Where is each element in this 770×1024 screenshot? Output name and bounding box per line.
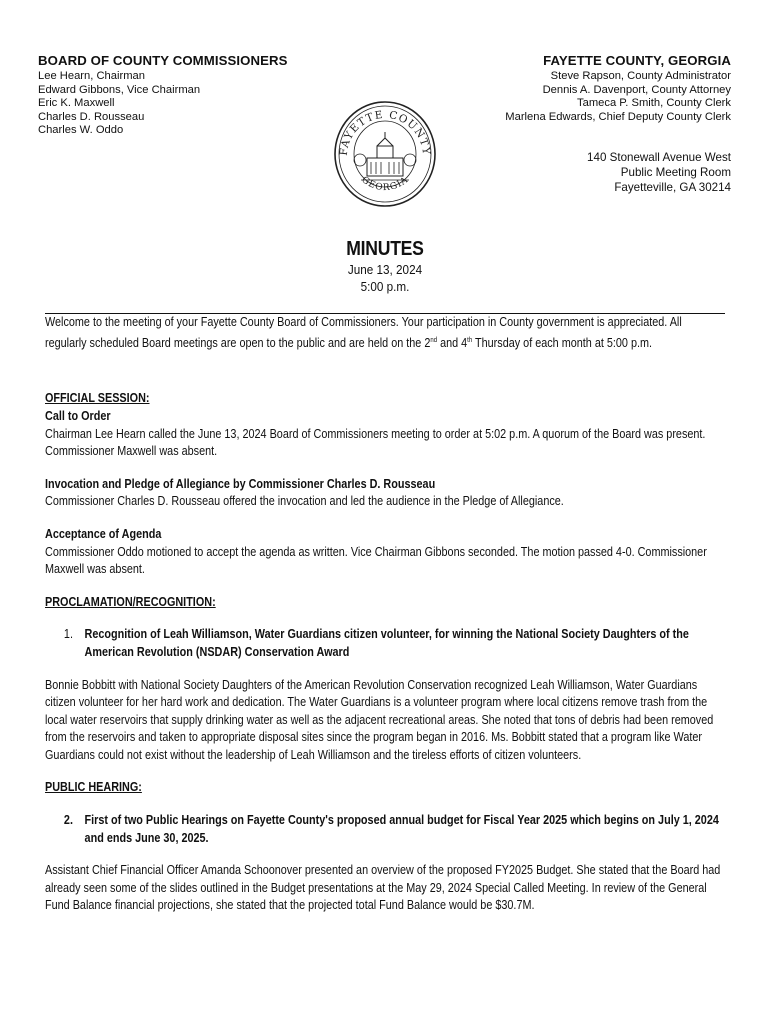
staff-name: Marlena Edwards, Chief Deputy County Clerk [505, 110, 731, 123]
staff-name: Tameca P. Smith, County Clerk [577, 97, 731, 110]
staff-name: Dennis A. Davenport, County Attorney [542, 83, 731, 96]
item-title: First of two Public Hearings on Fayette County's proposed annual budget for Fiscal Year 2025 which begins on July 1, 2024 and ends June 30, 2025. [84, 813, 719, 845]
item-title: Recognition of Leah Williamson, Water Guardians citizen volunteer, for winning the National Society Daughters of the American Revolution (NSDAR) Conservation Award [84, 627, 689, 659]
welcome-text: Thursday of each month at 5:00 p.m. [472, 335, 653, 350]
call-to-order-heading: Call to Order [45, 408, 111, 423]
minutes-body [45, 314, 745, 915]
ordinal-sup: th [467, 336, 473, 344]
address-line: Public Meeting Room [620, 166, 731, 179]
commissioner-name: Eric K. Maxwell [38, 97, 115, 110]
meeting-date: June 13, 2024 [347, 262, 423, 277]
page-title: MINUTES [346, 238, 424, 260]
commissioner-name: Lee Hearn, Chairman [38, 70, 145, 82]
agenda-heading: Acceptance of Agenda [45, 526, 162, 541]
welcome-text: and 4 [437, 335, 468, 350]
minutes-title-block [0, 238, 770, 295]
county-title: FAYETTE COUNTY, GEORGIA [543, 53, 731, 68]
agenda-text: Commissioner Oddo motioned to accept the agenda as written. Vice Chairman Gibbons seconded. The motion passed 4-0. Commissioner Maxwell was absent. [45, 544, 707, 577]
commissioner-name: Charles D. Rousseau [38, 110, 145, 123]
seal-text-top: FAYETTE COUNTY [337, 108, 433, 157]
commissioner-name: Edward Gibbons, Vice Chairman [38, 83, 201, 96]
invocation-text: Commissioner Charles D. Rousseau offered the invocation and led the audience in the Pledge of Allegiance. [45, 494, 564, 509]
commissioner-name: Charles W. Oddo [38, 124, 124, 137]
address-line: Fayetteville, GA 30214 [614, 181, 731, 194]
item-number: 1. [63, 627, 73, 642]
public-hearing-heading: PUBLIC HEARING: [45, 780, 142, 795]
proclamation-heading: PROCLAMATION/RECOGNITION: [45, 594, 216, 609]
svg-text:GEORGIA [359, 175, 410, 193]
proclamation-paragraph: Bonnie Bobbitt with National Society Daughters of the American Revolution Conservation recognized Leah Williamson, Water Guardians citizen volunteer for her hard work and dedication. The Water Guardians is a volunteer program where local citizens remove trash from the local water reservoirs that supply drinking water as well as the adjacent recreational areas. She noted that tons of debris had been removed from the reservoirs and taken to appropriate disposal sites since the program began in 2016. Ms. Bobbitt stated that a program like Water Guardians could not exist without the leadership of Leah Williamson and the tireless efforts of citizen volunteers. [45, 677, 714, 762]
staff-name: Steve Rapson, County Administrator [550, 70, 731, 82]
address-line: 140 Stonewall Avenue West [587, 151, 731, 164]
meeting-address [491, 150, 731, 195]
agenda-item [64, 812, 724, 847]
ordinal-sup: nd [430, 336, 438, 344]
county-seal-icon [333, 100, 437, 208]
board-title: BOARD OF COUNTY COMMISSIONERS [38, 53, 288, 68]
item-number: 2. [63, 813, 73, 828]
official-session-heading: OFFICIAL SESSION: [45, 391, 150, 406]
invocation-heading: Invocation and Pledge of Allegiance by Commissioner Charles D. Rousseau [45, 476, 436, 491]
agenda-item [64, 626, 724, 661]
minutes-content [45, 314, 724, 915]
welcome-paragraph [45, 314, 724, 352]
board-header [38, 53, 338, 138]
public-hearing-paragraph: Assistant Chief Financial Officer Amanda Schoonover presented an overview of the proposed FY2025 Budget. She stated that the Board had already seen some of the slides outlined in the Budget presentations at the May 29, 2024 Special Called Meeting. In review of the General Fund Balance financial projections, she stated that the projected total Fund Balance would be $30.7M. [45, 863, 721, 913]
meeting-time: 5:00 p.m. [360, 279, 410, 294]
welcome-text: Welcome to the meeting of your Fayette County Board of Commissioners. Your participation in County government is appreciated. All regularly scheduled Board meetings are open to the public and are held on the 2 [45, 315, 682, 350]
seal-text-bottom: GEORGIA [359, 175, 411, 194]
county-header [401, 53, 731, 124]
call-to-order-text: Chairman Lee Hearn called the June 13, 2024 Board of Commissioners meeting to order at 5:02 p.m. A quorum of the Board was present. Commissioner Maxwell was absent. [45, 426, 706, 459]
